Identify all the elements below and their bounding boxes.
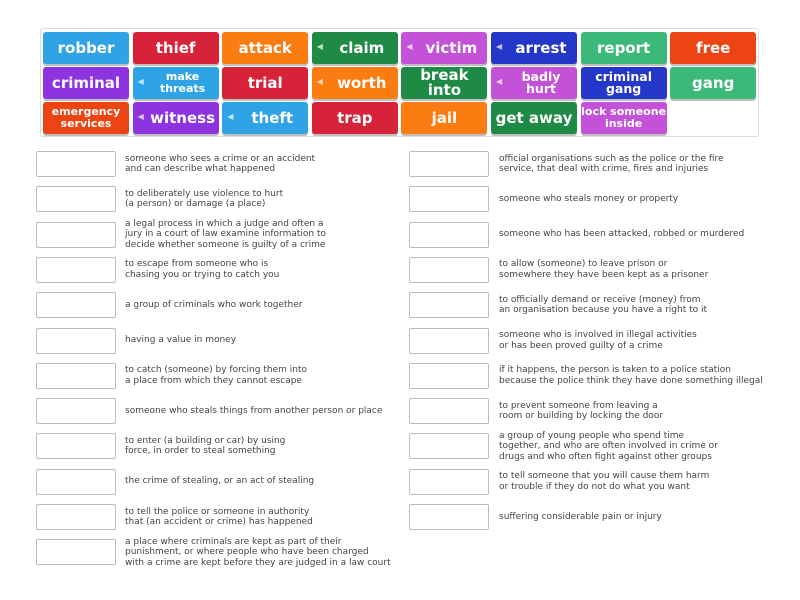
tile-label: claim [339, 38, 385, 57]
word-tile[interactable] [401, 32, 487, 64]
drop-target-box[interactable] [409, 469, 489, 495]
word-tile[interactable] [312, 67, 398, 99]
word-tile[interactable] [222, 102, 308, 134]
definition-text: to deliberately use violence to hurt (a person) or damage (a place) [125, 188, 284, 210]
drop-target-box[interactable] [409, 151, 489, 177]
tile-label: get away [495, 108, 573, 127]
word-tile[interactable] [491, 67, 577, 99]
word-tile[interactable] [581, 67, 667, 99]
drop-target-box[interactable] [36, 363, 116, 389]
tile-label: attack [238, 38, 292, 57]
definition-text: suffering considerable pain or injury [499, 511, 662, 522]
definition-text: a legal process in which a judge and often a jury in a court of law examine information to decide whether someone is guilty of a crime [125, 218, 326, 250]
word-tile[interactable] [581, 32, 667, 64]
definition-text: to catch (someone) by forcing them into a place from which they cannot escape [125, 365, 307, 386]
word-tile[interactable] [312, 102, 398, 134]
word-tile[interactable] [670, 32, 756, 64]
speaker-icon[interactable]: ◀ [406, 42, 413, 51]
definition-text: a group of criminals who work together [125, 299, 303, 310]
word-tile[interactable] [670, 67, 756, 99]
word-tile[interactable] [491, 32, 577, 64]
tile-label: badly hurt [521, 68, 561, 96]
tile-label: gang [692, 73, 735, 92]
drop-target-box[interactable] [409, 504, 489, 530]
tile-label: break into [420, 66, 469, 99]
definition-text: to allow (someone) to leave prison or somewhere they have been kept as a prisoner [499, 259, 709, 280]
tile-label: criminal [51, 73, 121, 92]
word-tile[interactable] [312, 32, 398, 64]
drop-target-box[interactable] [409, 363, 489, 389]
definition-text: to tell someone that you will cause them harm or trouble if they do not do what you want [499, 471, 710, 492]
definition-text: having a value in money [125, 335, 237, 346]
word-tile[interactable] [222, 67, 308, 99]
tile-label: report [597, 38, 651, 57]
definition-text: official organisations such as the police or the fire service, that deal with crime, fires and injuries [499, 153, 724, 174]
tile-label: thief [155, 38, 196, 57]
tile-label: theft [251, 108, 294, 127]
speaker-icon[interactable]: ◀ [496, 42, 503, 51]
drop-target-box[interactable] [409, 328, 489, 354]
definition-text: someone who steals money or property [499, 194, 679, 205]
drop-target-box[interactable] [36, 328, 116, 354]
speaker-icon[interactable]: ◀ [316, 42, 323, 51]
drop-target-box[interactable] [36, 151, 116, 177]
definition-text: a place where criminals are kept as part of their punishment, or where people who have been charged with a crime are kept before they are judged in a law court [125, 536, 391, 568]
speaker-icon[interactable]: ◀ [137, 77, 144, 86]
tile-label: lock someone inside [581, 105, 667, 130]
drop-target-box[interactable] [36, 433, 116, 459]
speaker-icon[interactable]: ◀ [137, 112, 144, 121]
speaker-icon[interactable]: ◀ [316, 77, 323, 86]
tile-label: robber [57, 38, 115, 57]
definition-text: to officially demand or receive (money) from an organisation because you have a right to it [499, 294, 708, 316]
drop-target-box[interactable] [36, 292, 116, 318]
definition-text: the crime of stealing, or an act of stealing [125, 476, 315, 487]
drop-target-box[interactable] [36, 469, 116, 495]
word-tile-bank [40, 28, 759, 137]
tile-label: witness [150, 108, 216, 127]
drop-target-box[interactable] [409, 222, 489, 248]
tile-label: worth [337, 73, 387, 92]
definition-text: someone who is involved in illegal activities or has been proved guilty of a crime [499, 330, 697, 351]
word-tile[interactable] [43, 102, 129, 134]
speaker-icon[interactable]: ◀ [496, 77, 503, 86]
definition-text: someone who steals things from another person or place [125, 405, 383, 416]
drop-target-box[interactable] [36, 222, 116, 248]
tile-label: jail [431, 108, 458, 127]
drop-target-box[interactable] [409, 186, 489, 212]
definition-text: a group of young people who spend time together, and who are often involved in crime or drugs and who often fight against other groups [499, 430, 718, 462]
drop-target-box[interactable] [409, 257, 489, 283]
tile-label: arrest [515, 38, 567, 57]
tile-label: victim [425, 38, 478, 57]
word-tile[interactable] [133, 67, 219, 99]
word-tile[interactable] [133, 32, 219, 64]
tile-label: trial [247, 73, 283, 92]
definition-text: to escape from someone who is chasing you or trying to catch you [125, 259, 280, 280]
word-tile[interactable] [222, 32, 308, 64]
definition-text: someone who has been attacked, robbed or murdered [499, 229, 745, 240]
definition-text: to prevent someone from leaving a room or building by locking the door [499, 400, 664, 422]
drop-target-box[interactable] [409, 433, 489, 459]
definition-text: to enter (a building or car) by using force, in order to steal something [125, 435, 286, 457]
drop-target-box[interactable] [36, 504, 116, 530]
drop-target-box[interactable] [409, 292, 489, 318]
definition-text: if it happens, the person is taken to a police station because the police think they have done something illegal [499, 365, 763, 386]
word-tile[interactable] [401, 102, 487, 134]
definition-text: someone who sees a crime or an accident and can describe what happened [125, 153, 316, 174]
drop-target-box[interactable] [409, 398, 489, 424]
tile-label: make threats [159, 70, 206, 95]
word-tile[interactable] [401, 67, 487, 99]
tile-label: trap [337, 108, 373, 127]
tile-label: criminal gang [595, 68, 652, 96]
word-tile[interactable] [581, 102, 667, 134]
drop-target-box[interactable] [36, 539, 116, 565]
definition-text: to tell the police or someone in authority that (an accident or crime) has happened [125, 506, 313, 527]
speaker-icon[interactable]: ◀ [227, 112, 234, 121]
drop-target-box[interactable] [36, 398, 116, 424]
drop-target-box[interactable] [36, 257, 116, 283]
word-tile[interactable] [133, 102, 219, 134]
tile-label: free [696, 38, 731, 57]
word-tile[interactable] [43, 32, 129, 64]
word-tile[interactable] [43, 67, 129, 99]
drop-target-box[interactable] [36, 186, 116, 212]
word-tile[interactable] [491, 102, 577, 134]
tile-label: emergency services [51, 105, 121, 130]
